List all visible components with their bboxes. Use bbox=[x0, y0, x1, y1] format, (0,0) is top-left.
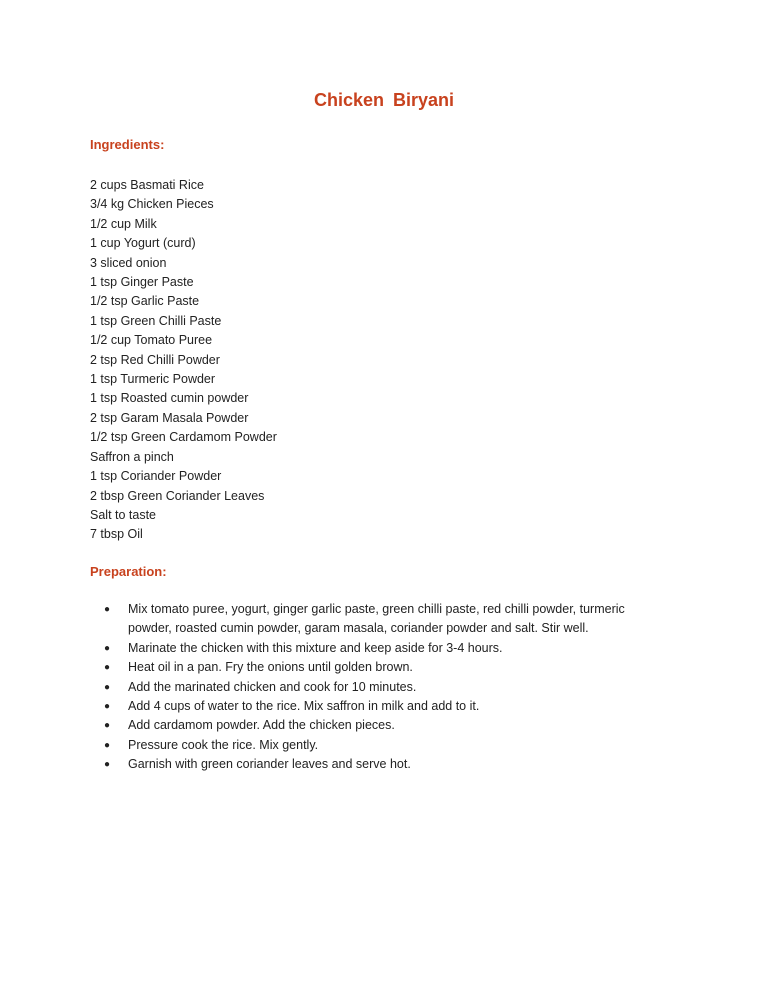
step-text: Add 4 cups of water to the rice. Mix saffron in milk and add to it. bbox=[128, 699, 480, 714]
bullet-icon: ● bbox=[104, 681, 111, 693]
ingredient-item: 1 tsp Ginger Paste bbox=[90, 275, 194, 290]
page-title: Chicken Biryani bbox=[313, 90, 455, 110]
step-item bbox=[104, 678, 664, 697]
preparation-heading: Preparation: bbox=[90, 564, 167, 579]
step-item bbox=[104, 639, 664, 658]
ingredients-list bbox=[90, 176, 277, 545]
ingredient-item: 1/2 cup Milk bbox=[90, 216, 157, 231]
ingredient-item: 3 sliced onion bbox=[90, 255, 167, 270]
step-item bbox=[104, 716, 664, 735]
ingredient-item: 1 cup Yogurt (curd) bbox=[90, 236, 196, 251]
step-item bbox=[104, 736, 664, 755]
bullet-icon: ● bbox=[104, 720, 111, 732]
ingredient-item: 1 tsp Turmeric Powder bbox=[90, 372, 216, 387]
step-item bbox=[104, 755, 664, 774]
bullet-icon: ● bbox=[104, 759, 111, 771]
ingredient-item: 2 tbsp Green Coriander Leaves bbox=[90, 488, 265, 503]
step-text: Marinate the chicken with this mixture and keep aside for 3-4 hours. bbox=[128, 640, 503, 655]
ingredient-item: 1 tsp Roasted cumin powder bbox=[90, 391, 249, 406]
ingredient-item: 2 tsp Red Chilli Powder bbox=[90, 352, 220, 367]
ingredient-item: 1/2 tsp Garlic Paste bbox=[90, 294, 200, 309]
step-item bbox=[104, 697, 664, 716]
step-text: Garnish with green coriander leaves and serve hot. bbox=[128, 757, 411, 772]
step-text: Mix tomato puree, yogurt, ginger garlic paste, green chilli paste, red chilli powder, turmeric powder, roasted cumin powder, garam masala, coriander powder and salt. Stir well. bbox=[128, 602, 625, 636]
ingredient-item: 2 tsp Garam Masala Powder bbox=[90, 410, 249, 425]
ingredient-item: 1 tsp Coriander Powder bbox=[90, 469, 222, 484]
ingredient-item: Saffron a pinch bbox=[90, 449, 174, 464]
bullet-icon: ● bbox=[104, 662, 111, 674]
preparation-steps-list bbox=[104, 600, 664, 775]
ingredient-item: 2 cups Basmati Rice bbox=[90, 178, 204, 192]
ingredient-item: 3/4 kg Chicken Pieces bbox=[90, 197, 214, 212]
ingredient-item: Salt to taste bbox=[90, 507, 157, 522]
step-text: Heat oil in a pan. Fry the onions until golden brown. bbox=[128, 660, 413, 675]
bullet-icon: ● bbox=[104, 739, 111, 751]
ingredient-item: 1 tsp Green Chilli Paste bbox=[90, 313, 222, 328]
ingredient-item: 1/2 tsp Green Cardamom Powder bbox=[90, 430, 277, 445]
ingredients-heading: Ingredients: bbox=[90, 137, 165, 152]
bullet-icon: ● bbox=[104, 604, 111, 615]
step-text: Add cardamom powder. Add the chicken pieces. bbox=[128, 718, 395, 733]
step-text: Add the marinated chicken and cook for 10 minutes. bbox=[128, 679, 417, 694]
ingredient-item: 7 tbsp Oil bbox=[90, 527, 143, 542]
ingredient-item: 1/2 cup Tomato Puree bbox=[90, 333, 213, 348]
step-item bbox=[104, 600, 664, 639]
bullet-icon: ● bbox=[104, 701, 111, 713]
step-item bbox=[104, 658, 664, 677]
step-text: Pressure cook the rice. Mix gently. bbox=[128, 737, 319, 752]
bullet-icon: ● bbox=[104, 642, 111, 654]
